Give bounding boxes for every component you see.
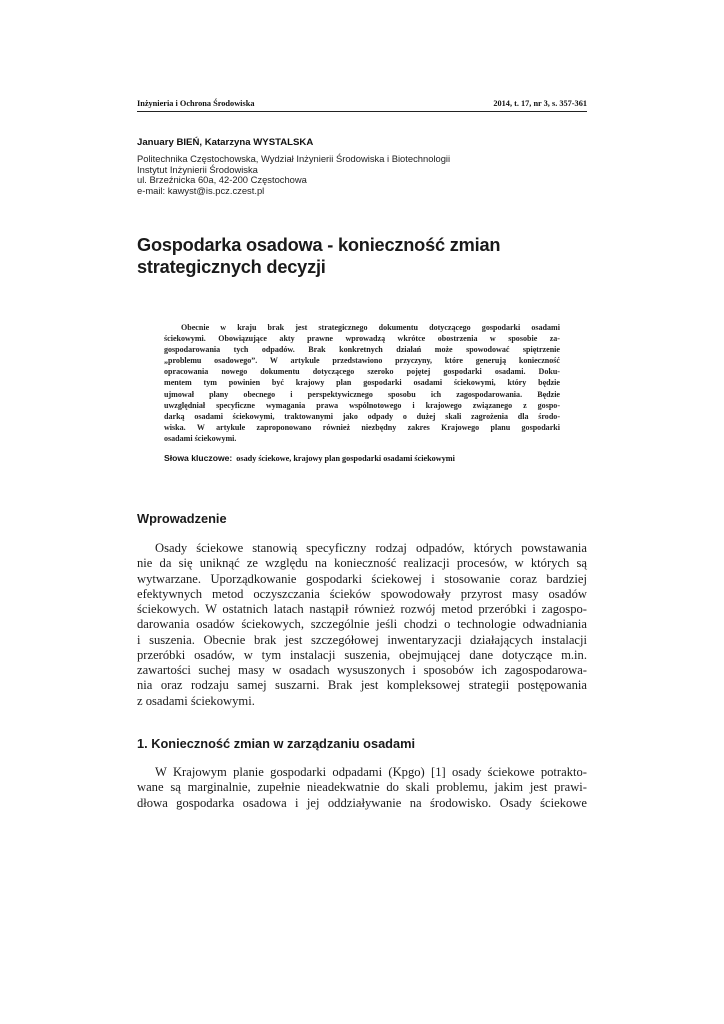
- abstract-line: ujmował plany obecnego i perspektywicznego sposobu ich zagospodarowania. Będzie: [164, 389, 560, 399]
- title-line: strategicznych decyzji: [137, 257, 326, 277]
- running-header: [137, 97, 587, 111]
- body-line: ściekowych. W ostatnich latach nastąpił również rozwój metod przeróbki i zagospo-: [137, 602, 587, 616]
- abstract-line: wiska. W artykule zaproponowano również niezbędny zakres Krajowego planu gospodarki: [164, 422, 560, 432]
- issue-info: 2014, t. 17, nr 3, s. 357-361: [493, 99, 587, 108]
- body-line: darowania osadów ściekowych, szczególnie jeśli chodzi o technologie odwadniania: [137, 617, 587, 632]
- keywords-text: osady ściekowe, krajowy plan gospodarki osadami ściekowymi: [236, 454, 455, 463]
- abstract-line: uwzględniał specyficzne wymagania prawa wspólnotowego i krajowego związanego z gospo-: [164, 400, 560, 410]
- paper-title: [137, 234, 587, 278]
- abstract-line: darką osadami ściekowymi, traktowanymi jako odpady o dużej skali zagrożenia dla środo-: [164, 411, 560, 421]
- abstract: [164, 322, 560, 444]
- body-line: nia oraz rodzaju samej suszarni. Brak jest kompleksowej strategii postępowania: [137, 678, 587, 693]
- body-line: i suszenia. Obecnie brak jest szczegółowej inwentaryzacji działających instalacji: [137, 632, 587, 647]
- keywords: [164, 453, 560, 463]
- abstract-line: gospodarowania tych odpadów. Brak konkretnych działań może spowodować spiętrzenie: [164, 345, 560, 355]
- authors: January BIEŃ, Katarzyna WYSTALSKA: [137, 137, 314, 148]
- affiliation: [137, 154, 450, 196]
- abstract-line: mentem tym powinien być krajowy plan gospodarki osadami ściekowymi, który będzie: [164, 378, 560, 388]
- title-line: Gospodarka osadowa - konieczność zmian: [137, 235, 501, 255]
- body-line: przeróbki osadów, w tym instalacji suszenia, obejmującej dane dotyczące m.in.: [137, 647, 587, 662]
- abstract-line: osadami ściekowymi.: [164, 433, 237, 443]
- body-line: z osadami ściekowymi.: [137, 693, 255, 708]
- affiliation-line: ul. Brzeźnicka 60a, 42-200 Częstochowa: [137, 174, 307, 186]
- keywords-label: Słowa kluczowe:: [164, 453, 233, 463]
- body-line: nie da się uniknąć ze względu na konieczność realizacji procesów, w których są: [137, 556, 587, 571]
- body-line: wytwarzane. Uporządkowanie gospodarki ściekowej i stosowanie coraz bardziej: [137, 571, 587, 586]
- section-heading-1: 1. Konieczność zmian w zarządzaniu osadami: [137, 736, 416, 751]
- section-body-introduction: [137, 541, 587, 709]
- abstract-line: opracowania nowego dokumentu dotyczącego szeroko pojętej gospodarki osadami. Doku-: [164, 367, 560, 377]
- body-line: zawartości suchej masy w osadach wysuszonych i sposobów ich zagospodarowa-: [137, 663, 587, 677]
- abstract-line: ściekowymi. Obowiązujące akty prawne wprowadzą wkrótce obostrzenia w sposobie za-: [164, 334, 560, 344]
- header-rule: [137, 111, 587, 112]
- section-body-1: [137, 765, 587, 811]
- affiliation-line: Politechnika Częstochowska, Wydział Inżynierii Środowiska i Biotechnologii: [137, 153, 451, 164]
- body-line: W Krajowym planie gospodarki odpadami (Kpgo) [1] osady ściekowe potrakto-: [155, 765, 587, 779]
- section-heading-introduction: Wprowadzenie: [137, 511, 227, 526]
- email-line: e-mail: kawyst@is.pcz.czest.pl: [137, 184, 265, 196]
- journal-name: Inżynieria i Ochrona Środowiska: [137, 99, 255, 108]
- body-line: Osady ściekowe stanowią specyficzny rodzaj odpadów, których powstawania: [155, 541, 587, 555]
- body-line: efektywnych metod oczyszczania ścieków spowodowały przyrost masy osadów: [137, 586, 587, 601]
- body-line: wane są marginalnie, zupełnie nieadekwatnie do skali problemu, jakim jest prawi-: [137, 780, 587, 795]
- body-line: dłowa gospodarka osadowa i jej oddziaływanie na środowisko. Osady ściekowe: [137, 795, 587, 810]
- affiliation-line: Instytut Inżynierii Środowiska: [137, 163, 258, 175]
- abstract-line: „problemu osadowego”. W artykule przedstawiono przyczyny, które generują konieczność: [164, 356, 560, 366]
- abstract-line: Obecnie w kraju brak jest strategicznego dokumentu dotyczącego gospodarki osadami: [181, 323, 560, 332]
